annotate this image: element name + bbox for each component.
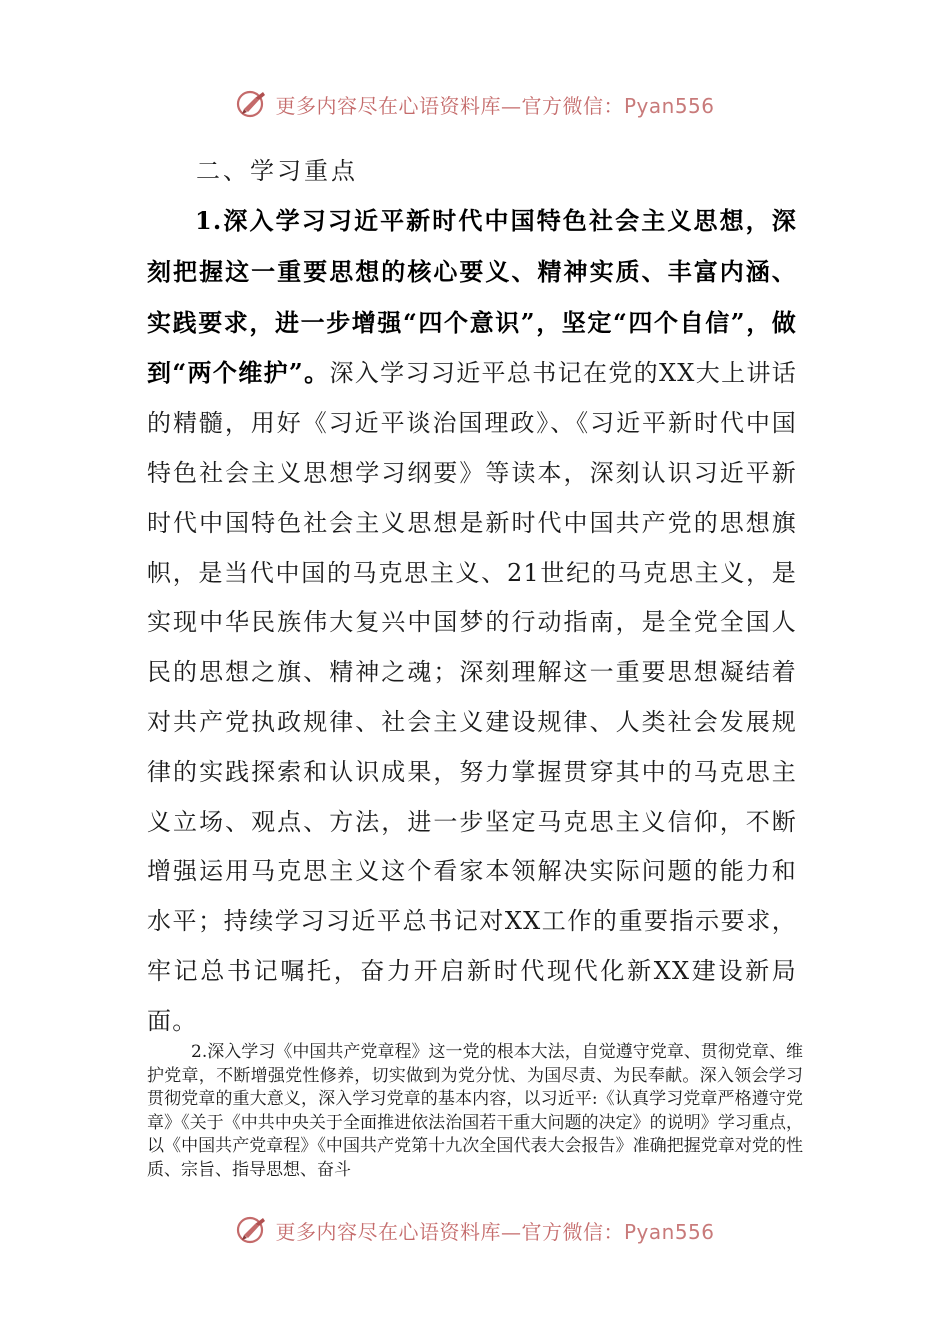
paragraph-item-1-lead: 1.深入学习习近平新时代中国特色社会主义思想，深刻把握这一重要思想的核心要义、精神实质、丰富内涵、实践要求，进一步增强“四个意识”，坚定“四个自信”，做到“两个维护”。 bbox=[147, 206, 797, 388]
pen-logo-icon bbox=[235, 87, 269, 121]
watermark-footer bbox=[0, 1208, 950, 1252]
watermark-wechat-id: Pyan556 bbox=[623, 93, 715, 118]
watermark-wechat-id: Pyan556 bbox=[623, 1219, 715, 1244]
pen-logo-icon bbox=[235, 1213, 269, 1247]
watermark-text: 更多内容尽在心语资料库—官方微信：Pyan556 bbox=[275, 93, 715, 118]
paragraph-item-1 bbox=[147, 196, 797, 1047]
paragraph-item-1-body: 深入学习习近平总书记在党的XX大上讲话的精髓，用好《习近平谈治国理政》、《习近平新时代中国特色社会主义思想学习纲要》等读本，深刻认识习近平新时代中国特色社会主义思想是新时代中国共产党的思想旗帜，是当代中国的马克思主义、21世纪的马克思主义，是实现中华民族伟大复兴中国梦的行动指南，是全党全国人民的思想之旗、精神之魂；深刻理解这一重要思想凝结着对共产党执政规律、社会主义建设规律、人类社会发展规律的实践探索和认识成果，努力掌握贯穿其中的马克思主义立场、观点、方法，进一步坚定马克思主义信仰，不断增强运用马克思主义这个看家本领解决实际问题的能力和水平；持续学习习近平总书记对XX工作的重要指示要求，牢记总书记嘱托，奋力开启新时代现代化新XX建设新局面。 bbox=[147, 359, 797, 1035]
paragraph-item-2: 2.深入学习《中国共产党章程》这一党的根本大法，自觉遵守党章、贯彻党章、维护党章，不断增强党性修养，切实做到为党分忧、为国尽责、为民奉献。深入领会学习贯彻党章的重大意义，深入学习党章的基本内容，以习近平:《认真学习党章严格遵守党章》《关于《中共中央关于全面推进依法治国若干重大问题的决定》的说明》学习重点，以《中国共产党章程》《中国共产党第十九次全国代表大会报告》准确把握党章对党的性质、宗旨、指导思想、奋斗 bbox=[147, 1042, 803, 1180]
watermark-header bbox=[0, 82, 950, 126]
section-heading: 二、学习重点 bbox=[196, 157, 358, 185]
watermark-text: 更多内容尽在心语资料库—官方微信：Pyan556 bbox=[275, 1219, 715, 1244]
